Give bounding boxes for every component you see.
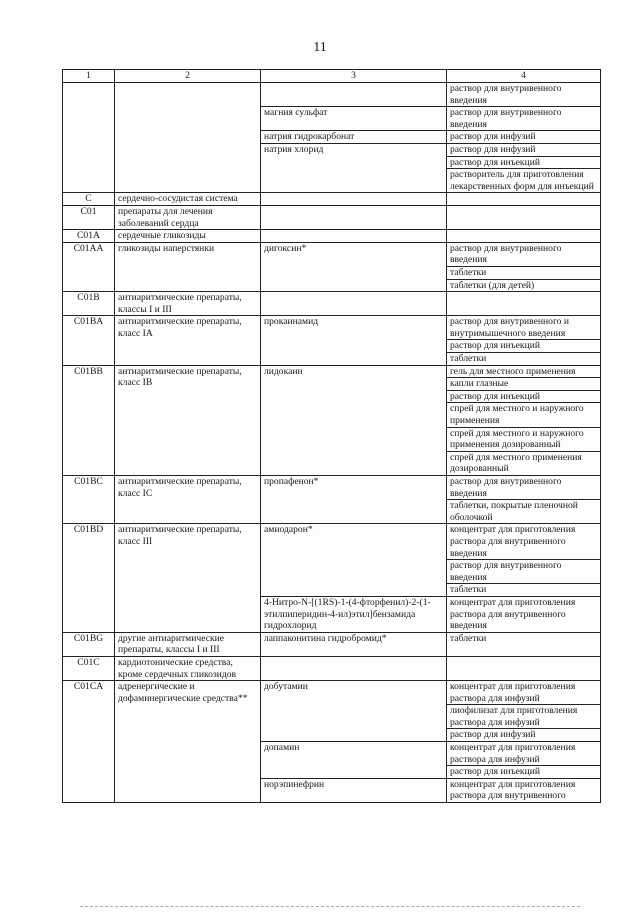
dosage-form: таблетки <box>447 352 600 365</box>
atc-code <box>63 83 115 193</box>
dosage-form: гель для местного применения <box>450 365 576 377</box>
atc-code: C01BC <box>63 476 115 524</box>
dosage-form: капли глазные <box>447 377 600 390</box>
dosage-forms-empty <box>447 193 601 206</box>
dosage-forms-empty <box>447 656 601 680</box>
drug-name-empty <box>261 193 447 206</box>
dosage-forms <box>447 131 601 144</box>
drug-name: 4-Нитро-N-[(1RS)-1-(4-фторфенил)-2-(1-этилпиперидин-4-ил)этил]бензамида гидрохлорид <box>261 596 447 632</box>
drug-name-empty <box>261 292 447 316</box>
column-header: 2 <box>115 70 261 83</box>
group-name: антиаритмические препараты, классы I и III <box>115 292 261 316</box>
table-row <box>63 656 601 680</box>
drug-name: прокаинамид <box>261 316 447 365</box>
group-name <box>115 83 261 193</box>
atc-code: C01C <box>63 656 115 680</box>
dosage-form: раствор для инъекций <box>447 339 600 352</box>
dosage-form: раствор для внутривенного и внутримышечного введения <box>450 316 569 339</box>
group-name: гликозиды наперстянки <box>115 242 261 291</box>
drug-name: допамин <box>261 742 447 779</box>
dosage-form: таблетки <box>450 632 487 644</box>
atc-code: C01A <box>63 230 115 243</box>
drug-name-empty <box>261 656 447 680</box>
dosage-form: концентрат для приготовления раствора для инфузий <box>450 681 576 704</box>
dosage-form: раствор для внутривенного введения <box>447 559 600 583</box>
group-name: сердечно-сосудистая система <box>115 193 261 206</box>
dosage-form: раствор для инфузий <box>447 728 600 741</box>
dosage-form: таблетки (для детей) <box>447 279 600 292</box>
dosage-form: спрей для местного применения дозированный <box>447 451 600 475</box>
table-row <box>63 316 601 365</box>
table-row <box>63 681 601 742</box>
drug-name-empty <box>261 230 447 243</box>
group-name: кардиотонические средства, кроме сердечных гликозидов <box>115 656 261 680</box>
drug-name: добутамин <box>261 681 447 742</box>
atc-code: C01AA <box>63 242 115 291</box>
dosage-forms <box>447 524 601 597</box>
dosage-form: раствор для инъекций <box>447 390 600 403</box>
table-header-row <box>63 70 601 83</box>
dosage-form: концентрат для приготовления раствора для инфузий <box>450 742 576 765</box>
group-name: препараты для лечения заболеваний сердца <box>115 205 261 229</box>
dosage-forms <box>447 107 601 131</box>
drug-name-empty <box>261 205 447 229</box>
table-row <box>63 83 601 107</box>
dosage-forms <box>447 778 601 802</box>
dosage-form: таблетки <box>447 583 600 596</box>
dosage-form: раствор для инфузий <box>450 143 536 155</box>
atc-code: C01 <box>63 205 115 229</box>
dosage-forms <box>447 143 601 192</box>
dosage-forms <box>447 681 601 742</box>
table-row <box>63 292 601 316</box>
table-row <box>63 476 601 524</box>
dosage-forms <box>447 316 601 365</box>
group-name: антиаритмические препараты, класс IB <box>115 365 261 475</box>
column-header: 3 <box>261 70 447 83</box>
atc-code: C01BG <box>63 632 115 656</box>
atc-code: C01BB <box>63 365 115 475</box>
dosage-form: спрей для местного и наружного применения <box>447 402 600 426</box>
page-number: 11 <box>313 40 327 55</box>
table-row <box>63 524 601 597</box>
table-row <box>63 632 601 656</box>
group-name: антиаритмические препараты, класс IA <box>115 316 261 365</box>
dosage-forms <box>447 476 601 524</box>
column-header: 4 <box>447 70 601 83</box>
table-row <box>63 242 601 291</box>
drug-name: натрия хлорид <box>261 143 447 192</box>
medicines-table <box>62 69 601 803</box>
dosage-form: раствор для внутривенного введения <box>450 107 562 130</box>
group-name: сердечные гликозиды <box>115 230 261 243</box>
dosage-forms <box>447 242 601 291</box>
dosage-forms <box>447 596 601 632</box>
dosage-form: раствор для внутривенного введения <box>450 242 562 266</box>
dosage-form: спрей для местного и наружного применения дозированный <box>447 427 600 451</box>
drug-name: магния сульфат <box>261 107 447 131</box>
drug-name <box>261 83 447 107</box>
dosage-form: раствор для инъекций <box>447 765 600 778</box>
dosage-form: раствор для внутривенного введения <box>450 83 562 106</box>
atc-code: C01CA <box>63 681 115 803</box>
dosage-forms-empty <box>447 230 601 243</box>
dosage-form: концентрат для приготовления раствора для внутривенного введения <box>450 524 576 559</box>
dosage-form: лиофилизат для приготовления раствора для инфузий <box>447 704 600 728</box>
page-bottom-edge <box>80 906 580 907</box>
dosage-forms-empty <box>447 292 601 316</box>
group-name: адренергические и дофаминергические средства** <box>115 681 261 803</box>
atc-code: C01B <box>63 292 115 316</box>
dosage-form: растворитель для приготовления лекарственных форм для инъекций <box>447 168 600 192</box>
dosage-form: таблетки, покрытые пленочной оболочкой <box>447 499 600 523</box>
dosage-form: раствор для инъекций <box>447 156 600 169</box>
dosage-form: концентрат для приготовления раствора для внутривенного введения <box>450 596 576 632</box>
group-name: другие антиаритмические препараты, классы I и III <box>115 632 261 656</box>
group-name: антиаритмические препараты, класс III <box>115 524 261 632</box>
dosage-forms <box>447 632 601 656</box>
drug-name: дигоксин* <box>261 242 447 291</box>
drug-name: натрия гидрокарбонат <box>261 131 447 144</box>
dosage-forms <box>447 365 601 475</box>
table-row <box>63 193 601 206</box>
dosage-form: концентрат для приготовления раствора для внутривенного <box>450 778 576 802</box>
group-name: антиаритмические препараты, класс IC <box>115 476 261 524</box>
table-row <box>63 205 601 229</box>
drug-name: пропафенон* <box>261 476 447 524</box>
drug-name: амиодарон* <box>261 524 447 597</box>
atc-code: C <box>63 193 115 206</box>
atc-code: C01BD <box>63 524 115 632</box>
dosage-form: раствор для внутривенного введения <box>450 476 562 499</box>
drug-name: норэпинефрин <box>261 778 447 802</box>
table-row <box>63 230 601 243</box>
table-row <box>63 365 601 475</box>
dosage-form: раствор для инфузий <box>450 131 536 143</box>
dosage-forms-empty <box>447 205 601 229</box>
dosage-forms <box>447 742 601 779</box>
drug-name: лидокаин <box>261 365 447 475</box>
atc-code: C01BA <box>63 316 115 365</box>
drug-name: лаппаконитина гидробромид* <box>261 632 447 656</box>
dosage-form: таблетки <box>447 266 600 279</box>
dosage-forms <box>447 83 601 107</box>
column-header: 1 <box>63 70 115 83</box>
